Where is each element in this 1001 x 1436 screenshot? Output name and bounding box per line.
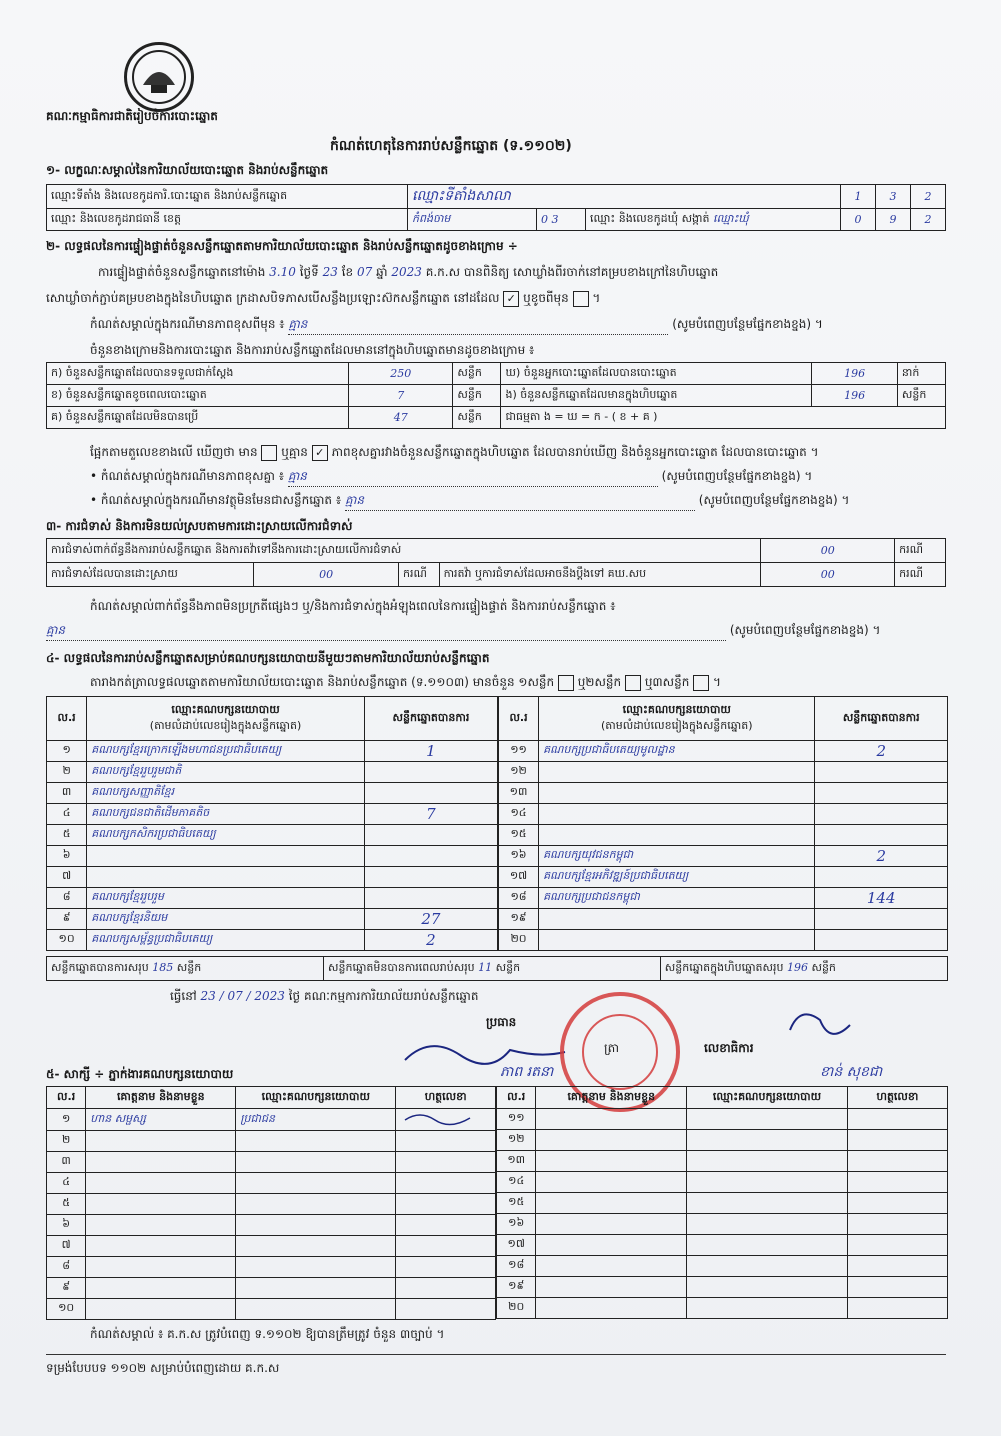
check-time-line: ការផ្ទៀងផ្ទាត់ចំនួនសន្លឹកឆ្នោតនៅម៉ោង 3.10 ថ្ងៃទី 23 ខែ 07 ឆ្នាំ 2023 គ.ក.ស បានពិនិត្យ សោឃ្លាំងពីរចាក់នៅគម្របខាងក្រៅនៃហិបឆ្នោត	[98, 265, 719, 279]
three-sheet-checkbox[interactable]	[693, 675, 709, 691]
section1-table	[46, 184, 946, 231]
row-number: ១៦	[497, 1214, 536, 1235]
totals-table: សន្លឹកឆ្នោតបានការសរុប 185 សន្លឹក សន្លឹកឆ្នោតមិនបានការពេលរាប់សរុប 11 សន្លឹក សន្លឹកឆ្នោតក្នុងហិបឆ្នោតសរុប 196 សន្លឹក	[46, 956, 948, 981]
row-number: ១៧	[497, 1235, 536, 1256]
party-name: គណបក្សជនជាតិដើមភាគតិច	[87, 804, 365, 825]
province-label: ឈ្មោះ និងលេខកូដរាជធានី ខេត្ត	[47, 209, 408, 231]
party-name: គណបក្សយុវជនកម្ពុជា	[539, 846, 815, 867]
counts-intro: ចំនួនខាងក្រោមនិងការបោះឆ្នោត និងការរាប់សន្លឹកឆ្នោតដែលមាននៅក្នុងហិបឆ្នោតមានដូចខាងក្រោម ៖	[90, 343, 535, 357]
row-number: ១៦	[499, 846, 539, 867]
section5-footnote: កំណត់សម្គាល់ ៖ គ.ក.ស ត្រូវបំពេញ ទ.១១០២ ឱ្យបានត្រឹមត្រូវ ចំនួន ៣ច្បាប់ ។	[90, 1327, 445, 1341]
total-invalid: 11	[478, 960, 493, 974]
result-row	[47, 846, 498, 867]
note1-value: គ្មាន	[288, 316, 668, 335]
witness-name	[536, 1172, 687, 1193]
witness-signature	[396, 1215, 496, 1236]
witness-signature	[396, 1257, 496, 1278]
witness-signature	[847, 1235, 947, 1256]
party-name	[87, 846, 365, 867]
ballots-spoiled: 7	[349, 385, 453, 407]
commune-code-2: 9	[876, 209, 911, 231]
witness-party	[687, 1298, 848, 1319]
row-number: ៦	[47, 846, 87, 867]
witness-signature	[847, 1172, 947, 1193]
witness-party	[236, 1152, 396, 1173]
compare-line: ផ្អែកតាមតួលេខខាងលើ ឃើញថា មាន ឬគ្មាន ✓ ភាពខុសគ្នារវាងចំនួនសន្លឹកឆ្នោតក្នុងហិបឆ្នោត ដែលបានរាប់ឃើញ និងចំនួនអ្នកបោះឆ្នោត ដែលបានបោះឆ្នោត ។	[90, 445, 819, 459]
objections-total: 00	[761, 539, 895, 563]
witness-signature	[847, 1277, 947, 1298]
witness-signature	[396, 1194, 496, 1215]
result-row	[47, 804, 498, 825]
section3-note: កំណត់សម្គាល់ពាក់ព័ន្ធនឹងភាពមិនប្រក្រតីផ្សេងៗ ឬ/និងការជំទាស់ក្នុងអំឡុងពេលនៃការផ្ទៀងផ្ទាត់ និងការរាប់សន្លឹកឆ្នោត ៖	[90, 599, 616, 613]
witness-party	[236, 1299, 396, 1320]
party-votes: 2	[364, 930, 497, 951]
witness-row	[497, 1214, 948, 1235]
witness-row	[497, 1277, 948, 1298]
witness-party	[236, 1173, 396, 1194]
row-number: ១	[47, 1109, 86, 1131]
counts-table	[46, 362, 946, 429]
row-number: ៣	[47, 1152, 86, 1173]
witness-party	[236, 1257, 396, 1278]
location-value: ឈ្មោះទីតាំងសាលា	[412, 188, 511, 204]
witness-party	[687, 1172, 848, 1193]
commune-value: ឈ្មោះឃុំ	[713, 211, 749, 225]
witness-party	[687, 1130, 848, 1151]
committee-name: គណៈកម្មាធិការជាតិរៀបចំការបោះឆ្នោត	[46, 109, 218, 123]
party-votes: 7	[364, 804, 497, 825]
location-label: ឈ្មោះទីតាំង និងលេខកូដការិ.បោះឆ្នោត និងរាប់សន្លឹកឆ្នោត	[47, 185, 408, 209]
commune-label: ឈ្មោះ និងលេខកូដឃុំ សង្កាត់	[590, 211, 710, 225]
party-votes	[815, 867, 948, 888]
witness-row	[497, 1256, 948, 1277]
result-row	[499, 867, 948, 888]
party-name	[87, 867, 365, 888]
result-row	[499, 930, 948, 951]
party-name: គណបក្សខ្មែររួបរួម	[87, 888, 365, 909]
party-name	[539, 909, 815, 930]
party-votes	[815, 825, 948, 846]
result-row	[47, 762, 498, 783]
secretary-name: ខាន់ សុខជា	[820, 1064, 883, 1080]
witness-signature	[847, 1193, 947, 1214]
party-name	[539, 930, 815, 951]
party-votes	[364, 867, 497, 888]
result-row	[47, 783, 498, 804]
party-votes	[364, 783, 497, 804]
row-number: ១	[47, 741, 87, 762]
row-number: ៥	[47, 1194, 86, 1215]
witness-signature	[396, 1236, 496, 1257]
witness-signature	[396, 1278, 496, 1299]
party-votes	[815, 762, 948, 783]
section3-title: ៣- ការជំទាស់ និងការមិនយល់ស្របតាមការដោះស្រាយលើការជំទាស់	[46, 519, 353, 533]
party-votes	[364, 825, 497, 846]
two-sheet-checkbox[interactable]	[625, 675, 641, 691]
witness-name	[86, 1173, 236, 1194]
result-row	[499, 846, 948, 867]
result-row	[47, 888, 498, 909]
result-row	[47, 909, 498, 930]
witness-signature	[396, 1109, 496, 1131]
party-name: គណបក្សខ្មែររួបរួមជាតិ	[87, 762, 365, 783]
row-number: ៨	[47, 888, 87, 909]
discrepancy-no-checkbox[interactable]: ✓	[312, 445, 328, 461]
witness-name	[536, 1256, 687, 1277]
footer-divider	[46, 1354, 946, 1355]
party-votes: 2	[815, 741, 948, 762]
party-votes: 27	[364, 909, 497, 930]
witness-row	[497, 1193, 948, 1214]
note3-value: គ្មាន	[345, 492, 695, 511]
discrepancy-yes-checkbox[interactable]	[261, 445, 277, 461]
check-day: 23	[322, 265, 338, 279]
section5-title: ៥- សាក្សី ÷ ភ្នាក់ងារគណបក្សនយោបាយ	[46, 1067, 234, 1081]
witness-signature	[396, 1152, 496, 1173]
witness-name	[536, 1109, 687, 1130]
row-number: ១៤	[499, 804, 539, 825]
note3-line: • កំណត់សម្គាល់ក្នុងករណីមានវត្ថុមិនមែនជាសន្លឹកឆ្នោត ៖ គ្មាន (សូមបំពេញបន្ថែមផ្នែកខាងខ្នង) ។	[90, 492, 849, 511]
row-number: ២០	[497, 1298, 536, 1319]
witness-name	[86, 1278, 236, 1299]
section3-table: ការជំទាស់ពាក់ព័ន្ធនឹងការរាប់សន្លឹកឆ្នោត និងការតវ៉ាទៅនឹងការដោះស្រាយលើការជំទាស់ 00 ករណី ការជំទាស់ដែលបានដោះស្រាយ 00 ករណី ការតវ៉ា ឬការជំទាស់ដែលអាចនឹងប្តឹងទៅ គឃ.សប 00 ករណី	[46, 538, 946, 587]
row-number: ១៩	[497, 1277, 536, 1298]
result-row	[499, 909, 948, 930]
party-name: គណបក្សខ្មែរអភិវឌ្ឍន៍ប្រជាធិបតេយ្យ	[539, 867, 815, 888]
party-name	[539, 825, 815, 846]
party-votes	[364, 888, 497, 909]
result-row	[499, 762, 948, 783]
row-number: ២	[47, 762, 87, 783]
row-number: ៦	[47, 1215, 86, 1236]
objections-appealable: 00	[761, 563, 895, 587]
check-time: 3.10	[269, 265, 296, 279]
counts-row: ខ) ចំនួនសន្លឹកឆ្នោតខូចពេលបោះឆ្នោត 7 សន្លឹក ង) ចំនួនសន្លឹកឆ្នោតដែលមានក្នុងហិបឆ្នោត 196 សន្លឹក	[47, 385, 946, 407]
row-number: ៣	[47, 783, 87, 804]
result-row	[499, 741, 948, 762]
row-number: ១៧	[499, 867, 539, 888]
witness-row	[47, 1173, 496, 1194]
one-sheet-checkbox[interactable]	[558, 675, 574, 691]
row-number: ១៩	[499, 909, 539, 930]
party-name: គណបក្សខ្មែរក្រោកឡើងមហាជនប្រជាធិបតេយ្យ	[87, 741, 365, 762]
witness-row	[47, 1257, 496, 1278]
witness-row	[47, 1152, 496, 1173]
objections-resolved: 00	[254, 563, 399, 587]
province-code: 0 3	[537, 209, 586, 231]
witness-name	[86, 1236, 236, 1257]
row-number: ៤	[47, 804, 87, 825]
row-number: ៥	[47, 825, 87, 846]
witness-row	[497, 1172, 948, 1193]
party-name: គណបក្សកសិករប្រជាធិបតេយ្យ	[87, 825, 365, 846]
witness-party	[687, 1214, 848, 1235]
row-number: ១០	[47, 1299, 86, 1320]
ballots-received: 250	[349, 363, 453, 385]
witness-signature	[396, 1131, 496, 1152]
president-name: ភាព រតនា	[500, 1064, 554, 1080]
location-code-3: 2	[911, 185, 946, 209]
witness-name	[86, 1257, 236, 1278]
witness-table-left: ល.រ គោត្តនាម និងនាមខ្លួន ឈ្មោះគណបក្សនយោបាយ ហត្ថលេខា ១ ហាន សម្ផស្ស ប្រជាជន ២ ៣ ៤ ៥ ៦ ៧ ៨ ៩ ១០	[46, 1086, 496, 1320]
total-valid: 185	[152, 960, 174, 974]
made-line: ធ្វើនៅ 23 / 07 / 2023 ថ្ងៃ គណៈកម្មការការិយាល័យរាប់សន្លឹកឆ្នោត	[170, 989, 479, 1003]
witness-row	[47, 1236, 496, 1257]
row-number: ១១	[497, 1109, 536, 1130]
row-number: ១៥	[499, 825, 539, 846]
party-votes	[815, 909, 948, 930]
result-row	[499, 804, 948, 825]
witness-row	[47, 1215, 496, 1236]
seal-intact-checkbox[interactable]: ✓	[503, 291, 519, 307]
section3-note-value: គ្មាន	[46, 622, 726, 641]
result-row	[47, 867, 498, 888]
witness-name	[536, 1235, 687, 1256]
made-date: 23 / 07 / 2023	[200, 989, 285, 1003]
president-label: ប្រធាន	[486, 1015, 517, 1029]
row-number: ៨	[47, 1257, 86, 1278]
witness-signature	[847, 1109, 947, 1130]
witness-party: ប្រជាជន	[236, 1109, 396, 1131]
row-number: ៤	[47, 1173, 86, 1194]
row-number: ១១	[499, 741, 539, 762]
check-month: 07	[356, 265, 373, 279]
formula: ជាធម្មតា ង = ឃ = ក - ( ខ + គ )	[501, 407, 946, 429]
row-number: ៩	[47, 1278, 86, 1299]
witness-row	[497, 1235, 948, 1256]
witness-name	[86, 1131, 236, 1152]
section2-title: ២- លទ្ធផលនៃការផ្ទៀងផ្ទាត់ចំនួនសន្លឹកឆ្នោតតាមការិយាល័យបោះឆ្នោត និងរាប់សន្លឹកឆ្នោតដូចខាងក្រោម ÷	[46, 239, 518, 253]
row-number: ២	[47, 1131, 86, 1152]
secretary-signature	[780, 1000, 860, 1050]
witness-row	[47, 1194, 496, 1215]
witness-signature	[396, 1173, 496, 1194]
counts-row: គ) ចំនួនសន្លឹកឆ្នោតដែលមិនបានប្រើ 47 សន្លឹក ជាធម្មតា ង = ឃ = ក - ( ខ + គ )	[47, 407, 946, 429]
seal-line: សោឃ្លាំចាក់ភ្ជាប់គម្របខាងក្នុងនៃហិបឆ្នោត ក្រដាសបិទភាសបើសន្លឹងប្រឡោះស៊កសន្លឹកឆ្នោត នៅដដែល ✓ ឬខូចពីមុន ។	[46, 291, 601, 305]
result-row	[499, 783, 948, 804]
witness-name	[536, 1298, 687, 1319]
secretary-label: លេខាធិការ	[704, 1041, 754, 1055]
witness-name	[86, 1215, 236, 1236]
row-number: ១៤	[497, 1172, 536, 1193]
ballots-unused: 47	[349, 407, 453, 429]
party-votes: 1	[364, 741, 497, 762]
section4-title: ៤- លទ្ធផលនៃការរាប់សន្លឹកឆ្នោតសម្រាប់គណបក្សនយោបាយនីមួយៗតាមការិយាល័យរាប់សន្លឹកឆ្នោត	[46, 651, 490, 665]
result-row	[499, 825, 948, 846]
location-code-2: 3	[876, 185, 911, 209]
document-title: កំណត់ហេតុនៃការរាប់សន្លឹកឆ្នោត (ទ.១១០២)	[330, 138, 572, 154]
party-votes	[815, 930, 948, 951]
witness-signature	[847, 1151, 947, 1172]
witness-party	[687, 1151, 848, 1172]
location-code-1: 1	[841, 185, 876, 209]
party-votes: 144	[815, 888, 948, 909]
row-number: ១៨	[499, 888, 539, 909]
witness-signature-mark	[400, 1110, 480, 1126]
footer-text: ទម្រង់បែបបទ ១១០២ សម្រាប់បំពេញដោយ គ.ក.ស	[46, 1361, 280, 1375]
national-emblem-logo	[124, 42, 194, 112]
witness-signature	[847, 1214, 947, 1235]
stamp-label: ត្រា	[604, 1041, 619, 1055]
party-votes: 2	[815, 846, 948, 867]
party-name: គណបក្សសម្ព័ន្ធប្រជាធិបតេយ្យ	[87, 930, 365, 951]
witness-name: ហាន សម្ផស្ស	[86, 1109, 236, 1131]
result-row	[47, 825, 498, 846]
witness-party	[236, 1131, 396, 1152]
witness-table-right: ល.រ គោត្តនាម និងនាមខ្លួន ឈ្មោះគណបក្សនយោបាយ ហត្ថលេខា ១១ ១២ ១៣ ១៤ ១៥ ១៦ ១៧ ១៨ ១៩ ២០	[496, 1086, 948, 1319]
witness-signature	[847, 1298, 947, 1319]
results-table-left: ល.រ ឈ្មោះគណបក្សនយោបាយ (តាមលំដាប់លេខរៀងក្នុងសន្លឹកឆ្នោត) សន្លឹកឆ្នោតបានការ ១ គណបក្សខ្មែរក្រោកឡើងមហាជនប្រជាធិបតេយ្យ 1 ២ គណបក្សខ្មែររួបរួមជាតិ ៣ គណបក្សសញ្ញាតិខ្មែរ ៤ គណបក្សជនជាតិដើមភាគតិច 7 ៥ គណបក្សកសិករប្រជាធិបតេយ្យ ៦ ៧ ៨ គណបក្សខ្មែររួបរួម ៩ គណបក្សខ្មែរនិយម 27 ១០ គណបក្សសម្ព័ន្ធប្រជាធិបតេយ្យ 2	[46, 696, 498, 951]
witness-row	[497, 1151, 948, 1172]
witness-party	[687, 1256, 848, 1277]
witness-name	[536, 1277, 687, 1298]
row-number: ៧	[47, 1236, 86, 1257]
row-number: ១០	[47, 930, 87, 951]
witness-signature	[847, 1130, 947, 1151]
witness-signature	[847, 1256, 947, 1277]
witness-party	[236, 1278, 396, 1299]
witness-name	[536, 1214, 687, 1235]
witness-party	[236, 1236, 396, 1257]
note1-line: កំណត់សម្គាល់ក្នុងករណីមានភាពខុសពីមុន ៖ គ្មាន (សូមបំពេញបន្ថែមផ្នែកខាងខ្នង) ។	[90, 316, 823, 335]
witness-name	[536, 1130, 687, 1151]
ballots-in-box: 196	[812, 385, 898, 407]
results-table-right: ល.រ ឈ្មោះគណបក្សនយោបាយ (តាមលំដាប់លេខរៀងក្នុងសន្លឹកឆ្នោត) សន្លឹកឆ្នោតបានការ ១១ គណបក្សប្រជាធិបតេយ្យមូលដ្ឋាន 2 ១២ ១៣ ១៤ ១៥ ១៦ គណបក្សយុវជនកម្ពុជា 2 ១៧ គណបក្សខ្មែរអភិវឌ្ឍន៍ប្រជាធិបតេយ្យ ១៨ គណបក្សប្រជាជនកម្ពុជា 144 ១៩ ២០	[498, 696, 948, 951]
party-votes	[815, 783, 948, 804]
witness-name	[86, 1194, 236, 1215]
section4-intro: តារាងកត់ត្រាលទ្ធផលឆ្នោតតាមការិយាល័យបោះឆ្នោត និងរាប់សន្លឹកឆ្នោត (ទ.១១០៣) មានចំនួន ១សន្លឹក ឬ២សន្លឹក ឬ៣សន្លឹក ។	[90, 675, 721, 689]
seal-broken-checkbox[interactable]	[573, 291, 589, 307]
row-number: ១៥	[497, 1193, 536, 1214]
witness-row	[497, 1109, 948, 1130]
note2-line: • កំណត់សម្គាល់ក្នុងករណីមានភាពខុសគ្នា ៖ គ្មាន (សូមបំពេញបន្ថែមផ្នែកខាងខ្នង) ។	[90, 468, 812, 487]
counts-row: ក) ចំនួនសន្លឹកឆ្នោតដែលបានទទួលជាក់ស្តែង 250 សន្លឹក ឃ) ចំនួនអ្នកបោះឆ្នោតដែលបានបោះឆ្នោត 196 នាក់	[47, 363, 946, 385]
row-number: ៧	[47, 867, 87, 888]
witness-party	[236, 1194, 396, 1215]
result-row	[47, 741, 498, 762]
note2-value: គ្មាន	[288, 468, 658, 487]
witness-party	[687, 1235, 848, 1256]
check-year: 2023	[391, 265, 422, 279]
commune-code-3: 2	[911, 209, 946, 231]
witness-name	[536, 1193, 687, 1214]
witness-party	[687, 1193, 848, 1214]
witness-row	[47, 1109, 496, 1131]
witness-name	[536, 1151, 687, 1172]
party-name: គណបក្សសញ្ញាតិខ្មែរ	[87, 783, 365, 804]
party-name: គណបក្សប្រជាធិបតេយ្យមូលដ្ឋាន	[539, 741, 815, 762]
witness-row	[47, 1278, 496, 1299]
row-number: ១៣	[497, 1151, 536, 1172]
witness-name	[86, 1299, 236, 1320]
witness-row	[47, 1299, 496, 1320]
party-votes	[364, 846, 497, 867]
row-number: ២០	[499, 930, 539, 951]
result-row	[47, 930, 498, 951]
witness-party	[236, 1215, 396, 1236]
witness-name	[86, 1152, 236, 1173]
witness-row	[497, 1298, 948, 1319]
row-number: ១៣	[499, 783, 539, 804]
witness-party	[687, 1277, 848, 1298]
section1-title: ១- លក្ខណៈសម្គាល់នៃការិយាល័យបោះឆ្នោត និងរាប់សន្លឹកឆ្នោត	[46, 163, 329, 177]
party-name: គណបក្សខ្មែរនិយម	[87, 909, 365, 930]
result-row	[499, 888, 948, 909]
party-name	[539, 783, 815, 804]
party-name: គណបក្សប្រជាជនកម្ពុជា	[539, 888, 815, 909]
party-votes	[815, 804, 948, 825]
witness-party	[687, 1109, 848, 1130]
party-votes	[364, 762, 497, 783]
row-number: ១៨	[497, 1256, 536, 1277]
commune-code-1: 0	[841, 209, 876, 231]
witness-row	[497, 1130, 948, 1151]
total-in-box: 196	[786, 960, 808, 974]
section3-note-line: គ្មាន (សូមបំពេញបន្ថែមផ្នែកខាងខ្នង) ។	[46, 622, 880, 641]
row-number: ១២	[497, 1130, 536, 1151]
party-name	[539, 762, 815, 783]
party-name	[539, 804, 815, 825]
voters-voted: 196	[812, 363, 898, 385]
witness-signature	[396, 1299, 496, 1320]
witness-row	[47, 1131, 496, 1152]
province-value: កំពង់ចាម	[412, 211, 451, 225]
row-number: ១២	[499, 762, 539, 783]
row-number: ៩	[47, 909, 87, 930]
